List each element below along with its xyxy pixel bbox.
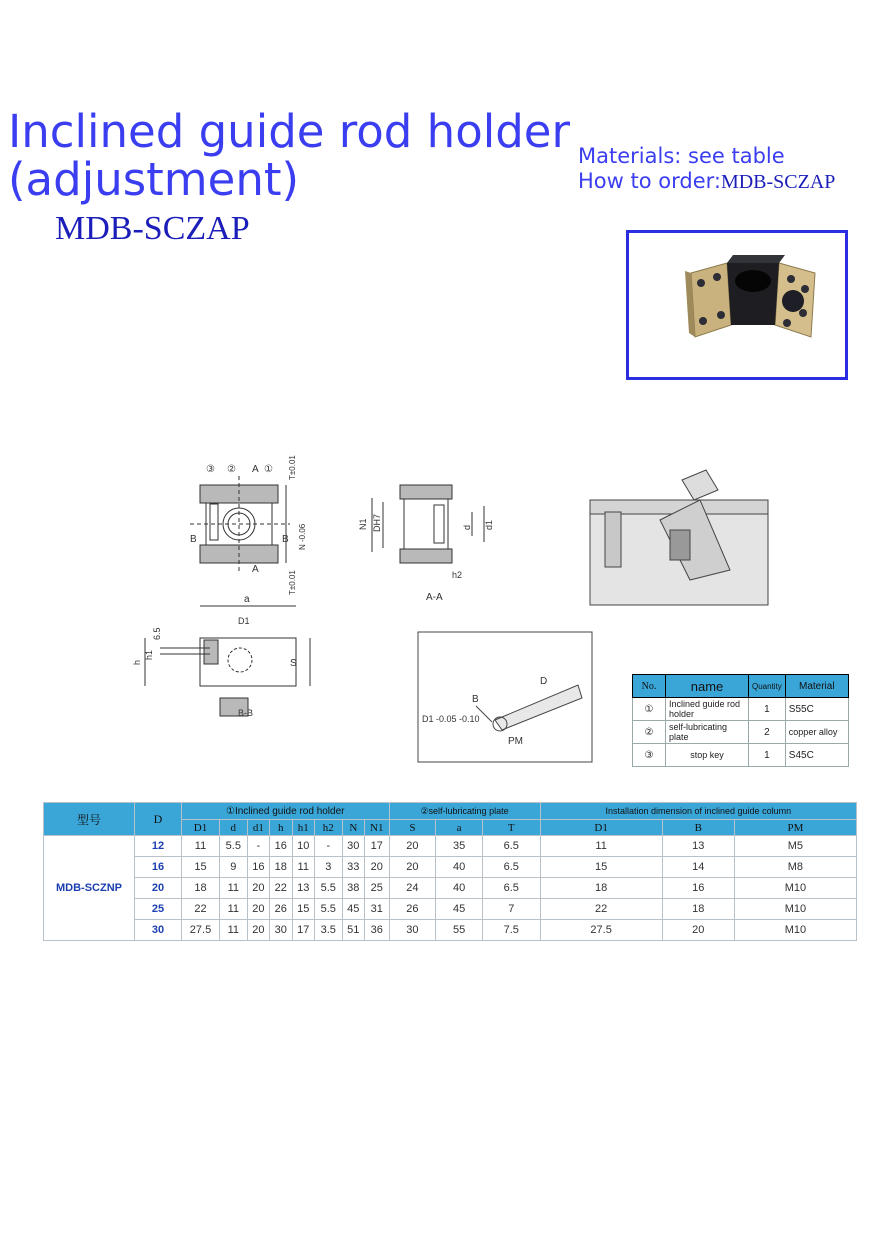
spec-d-cell: 30 [135,920,182,941]
spec-cell: 7 [482,899,540,920]
part-name: stop key [666,744,749,767]
label-T-top: T±0.01 [288,455,297,480]
spec-row [44,836,857,857]
rod-detail-view [418,632,592,762]
spec-cell: 5.5 [314,878,342,899]
label-A-bottom: A [252,564,259,575]
section-bb-label: B-B [238,708,254,718]
part-material: S55C [785,698,848,721]
part-qty: 1 [749,698,786,721]
spec-cell: 3 [314,857,342,878]
label-B-right: B [282,534,289,545]
label-a: a [244,594,250,605]
spec-col-model: 型号 [44,803,135,836]
product-photo [626,230,848,380]
title-line-2: (adjustment) [8,153,300,206]
spec-cell: M5 [734,836,856,857]
section-view-aa [372,485,484,563]
spec-cell: M10 [734,899,856,920]
parts-row [633,744,849,767]
part-material: S45C [785,744,848,767]
spec-sub-col: D1 [540,820,662,836]
spec-group-plate: ②self-lubricating plate [389,803,540,820]
spec-row [44,920,857,941]
spec-cell: 17 [365,836,389,857]
spec-cell: 24 [389,878,436,899]
spec-group-holder: ①Inclined guide rod holder [182,803,390,820]
spec-cell: 7.5 [482,920,540,941]
installation-view [590,470,768,605]
spec-table [43,802,857,941]
spec-cell: 20 [389,857,436,878]
callout-3: ③ [206,464,215,475]
spec-cell: 5.5 [314,899,342,920]
spec-cell: 11 [220,878,248,899]
label-D1: D1 [238,616,250,626]
bottom-view [145,606,310,716]
label-S: S [290,658,297,669]
spec-cell: - [314,836,342,857]
parts-col-name: name [666,675,749,698]
spec-row [44,857,857,878]
spec-cell: 20 [247,920,269,941]
label-N: N -0.06 [298,523,307,550]
label-B-rod: B [472,694,479,705]
spec-cell: 26 [389,899,436,920]
label-D: D [540,676,548,687]
spec-sub-col: a [436,820,483,836]
spec-cell: 17 [292,920,314,941]
spec-col-D: D [135,803,182,836]
section-aa-label: A-A [426,592,443,603]
spec-sub-col: h2 [314,820,342,836]
spec-sub-col: N [342,820,364,836]
spec-cell: 20 [662,920,734,941]
spec-sub-col: h [270,820,292,836]
spec-cell: 6.5 [482,857,540,878]
spec-cell: 18 [662,899,734,920]
spec-model-cell: MDB-SCZNP [44,836,135,941]
order-code: MDB-SCZAP [720,171,836,193]
spec-cell: 20 [247,878,269,899]
spec-cell: 45 [436,899,483,920]
materials-note: Materials: see table [578,144,785,168]
parts-col-material: Material [785,675,848,698]
spec-cell: 10 [292,836,314,857]
spec-cell: 18 [182,878,220,899]
order-label: How to order: [578,169,721,193]
parts-row [633,721,849,744]
spec-cell: 13 [662,836,734,857]
spec-cell: 15 [182,857,220,878]
spec-cell: 11 [220,899,248,920]
spec-cell: 40 [436,857,483,878]
spec-cell: 31 [365,899,389,920]
order-line [578,169,835,195]
parts-col-qty: Quantity [749,675,786,698]
front-view [190,476,290,572]
spec-cell: 16 [247,857,269,878]
spec-cell: 6.5 [482,878,540,899]
spec-cell: 18 [540,878,662,899]
spec-cell: 30 [270,920,292,941]
spec-sub-col: h1 [292,820,314,836]
spec-cell: M10 [734,920,856,941]
spec-sub-col: d [220,820,248,836]
label-B-left: B [190,534,197,545]
spec-cell: 55 [436,920,483,941]
spec-sub-col: PM [734,820,856,836]
spec-sub-col: N1 [365,820,389,836]
spec-cell: 27.5 [182,920,220,941]
spec-cell: - [247,836,269,857]
label-d1: d1 [484,519,494,530]
label-D1-tol: D1 -0.05 -0.10 [422,714,480,724]
spec-d-cell: 20 [135,878,182,899]
spec-cell: 45 [342,899,364,920]
product-photo-illustration [629,233,845,377]
spec-cell: 27.5 [540,920,662,941]
spec-sub-col: d1 [247,820,269,836]
spec-cell: 30 [389,920,436,941]
parts-header-row [633,675,849,698]
spec-cell: 33 [342,857,364,878]
spec-cell: 20 [389,836,436,857]
part-qty: 2 [749,721,786,744]
spec-group-install: Installation dimension of inclined guide column [540,803,856,820]
spec-cell: 25 [365,878,389,899]
spec-sub-col: S [389,820,436,836]
spec-cell: 36 [365,920,389,941]
label-A-top: A [252,464,259,475]
part-no: ③ [633,744,666,767]
label-h2: h2 [452,570,463,580]
title-line-1: Inclined guide rod holder [8,105,570,158]
spec-d-cell: 16 [135,857,182,878]
spec-cell: 40 [436,878,483,899]
spec-sub-col: D1 [182,820,220,836]
model-code: MDB-SCZAP [55,210,250,247]
label-PM: PM [508,736,523,747]
spec-sub-col: T [482,820,540,836]
spec-d-cell: 12 [135,836,182,857]
part-name: self-lubricating plate [666,721,749,744]
label-h1: h1 [144,649,154,660]
spec-cell: 16 [270,836,292,857]
spec-cell: 35 [436,836,483,857]
spec-cell: 15 [540,857,662,878]
spec-cell: 22 [182,899,220,920]
spec-row [44,899,857,920]
label-DH7: DH7 [372,513,382,532]
spec-cell: 11 [540,836,662,857]
label-h: h [132,659,142,665]
spec-body [44,836,857,941]
parts-col-no: No. [633,675,666,698]
spec-header-row-1 [44,803,857,820]
spec-cell: 38 [342,878,364,899]
parts-table [632,674,849,767]
label-6-5: 6.5 [152,627,162,640]
spec-cell: 11 [182,836,220,857]
part-no: ② [633,721,666,744]
spec-cell: 15 [292,899,314,920]
spec-sub-col: B [662,820,734,836]
spec-cell: 16 [662,878,734,899]
spec-cell: 14 [662,857,734,878]
spec-cell: 6.5 [482,836,540,857]
spec-cell: 30 [342,836,364,857]
spec-cell: 18 [270,857,292,878]
spec-cell: 26 [270,899,292,920]
materials-info [578,144,835,195]
spec-cell: M8 [734,857,856,878]
spec-cell: 11 [220,920,248,941]
part-qty: 1 [749,744,786,767]
spec-cell: 9 [220,857,248,878]
spec-cell: 20 [365,857,389,878]
spec-cell: 3.5 [314,920,342,941]
label-T-bottom: T±0.01 [288,570,297,595]
label-N1: N1 [358,518,368,530]
spec-cell: M10 [734,878,856,899]
spec-cell: 22 [270,878,292,899]
label-d: d [462,524,472,530]
parts-row [633,698,849,721]
spec-row [44,878,857,899]
spec-cell: 11 [292,857,314,878]
part-material: copper alloy [785,721,848,744]
spec-cell: 51 [342,920,364,941]
spec-cell: 22 [540,899,662,920]
spec-d-cell: 25 [135,899,182,920]
spec-cell: 20 [247,899,269,920]
callout-2: ② [227,464,236,475]
spec-cell: 13 [292,878,314,899]
part-no: ① [633,698,666,721]
part-name: Inclined guide rod holder [666,698,749,721]
callout-1: ① [264,464,273,475]
spec-cell: 5.5 [220,836,248,857]
page-title [8,105,608,206]
